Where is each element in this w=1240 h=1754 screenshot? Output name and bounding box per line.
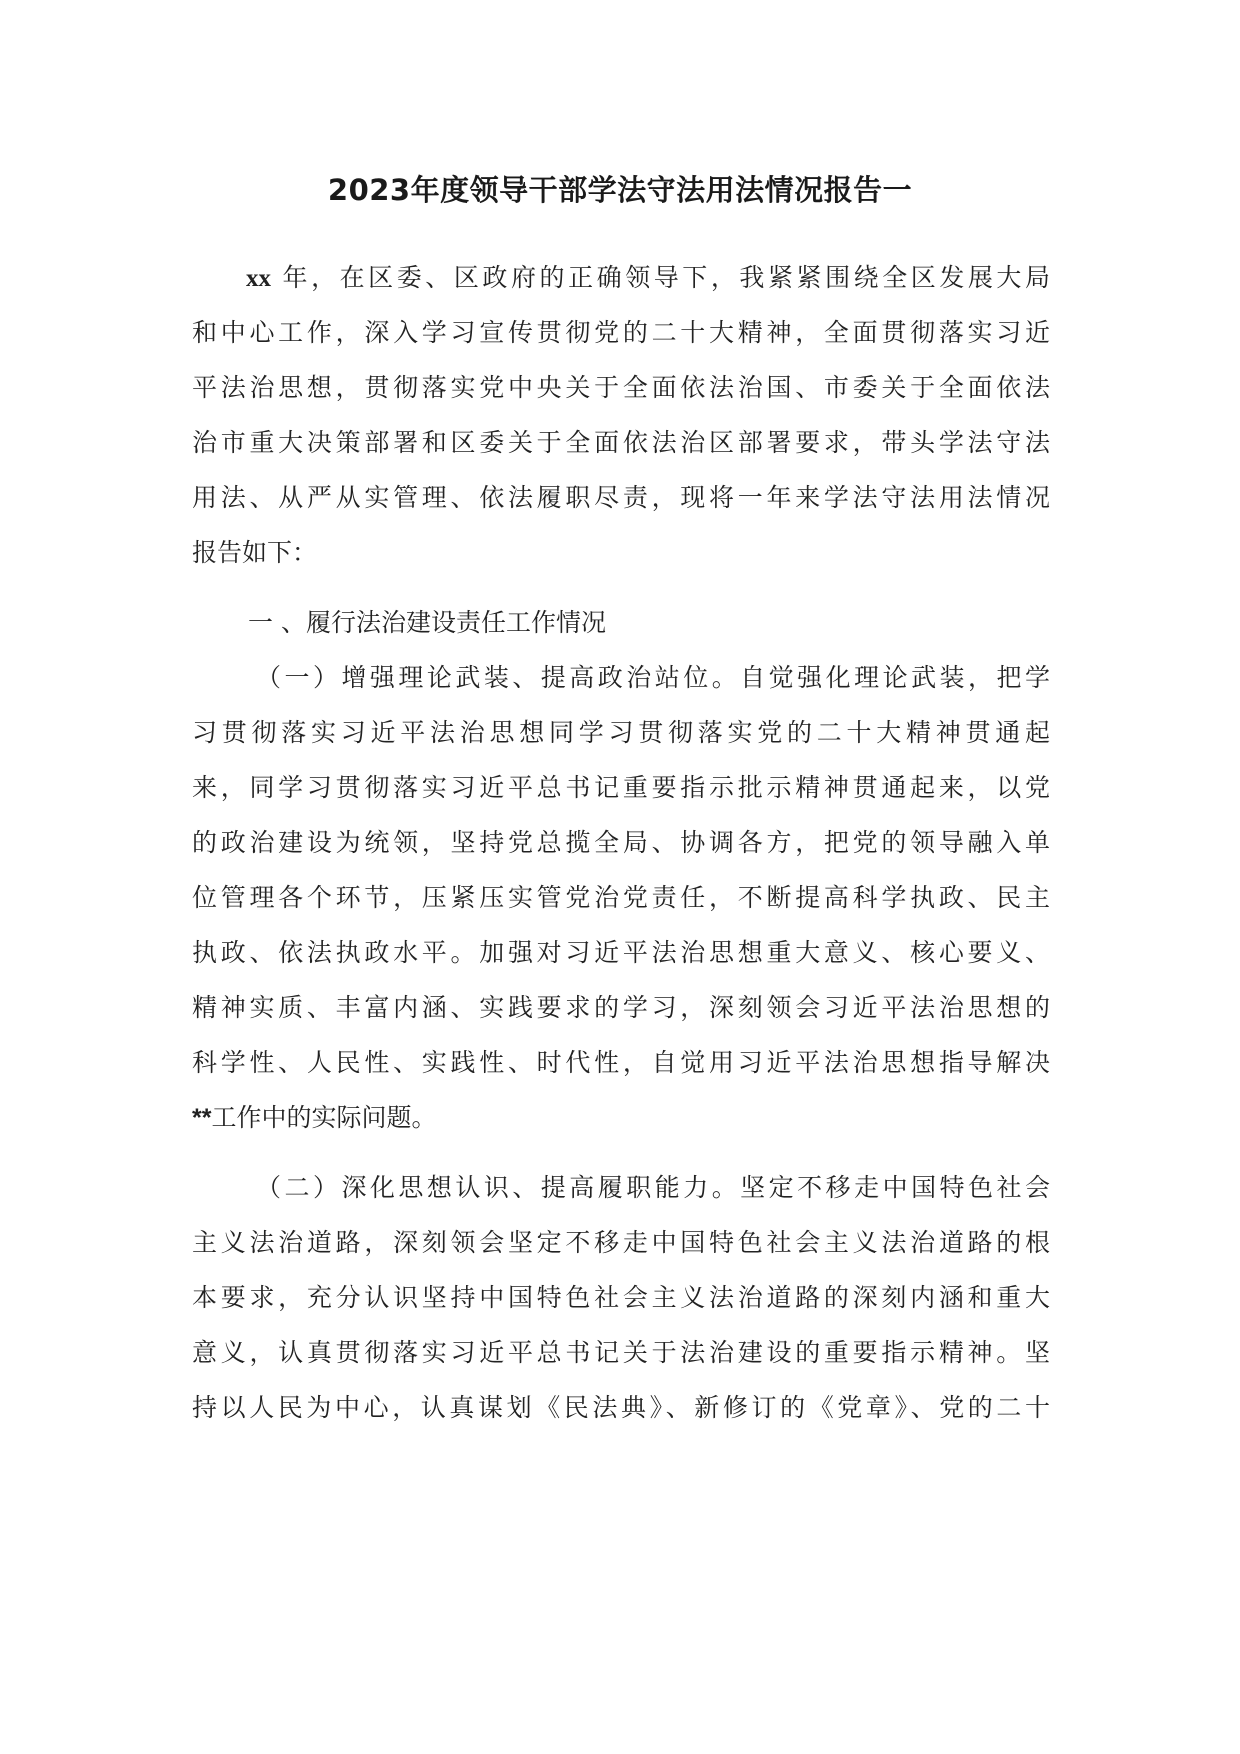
paragraph-line: 的政治建设为统领，坚持党总揽全局、协调各方，把党的领导融入单 <box>192 828 1050 857</box>
paragraph-line: 主义法治道路，深刻领会坚定不移走中国特色社会主义法治道路的根 <box>192 1228 1050 1257</box>
paragraph-line: 精神实质、丰富内涵、实践要求的学习，深刻领会习近平法治思想的 <box>192 993 1050 1022</box>
paragraph-line: 用法、从严从实管理、依法履职尽责，现将一年来学法守法用法情况 <box>192 483 1050 512</box>
year-placeholder: xx <box>246 265 271 292</box>
paragraph-line: （一）增强理论武装、提高政治站位。自觉强化理论武装，把学 <box>256 663 1050 692</box>
paragraph-line: 持以人民为中心，认真谋划《民法典》、新修订的《党章》、党的二十 <box>192 1393 1050 1422</box>
paragraph-line: 习贯彻落实习近平法治思想同学习贯彻落实党的二十大精神贯通起 <box>192 718 1050 747</box>
paragraph-line: 来，同学习贯彻落实习近平总书记重要指示批示精神贯通起来，以党 <box>192 773 1050 802</box>
paragraph-line: 本要求，充分认识坚持中国特色社会主义法治道路的深刻内涵和重大 <box>192 1283 1050 1312</box>
paragraph-line: 报告如下： <box>192 538 318 567</box>
document-title: 2023年度领导干部学法守法用法情况报告一 <box>327 173 913 207</box>
redacted-placeholder: ** <box>192 1104 212 1132</box>
section-heading <box>192 595 1050 650</box>
paragraph-line: 位管理各个环节，压紧压实管党治党责任，不断提高科学执政、民主 <box>192 883 1050 912</box>
paragraph-line: **工作中的实际问题。 <box>192 1103 437 1132</box>
paragraph-line: 执政、依法执政水平。加强对习近平法治思想重大意义、核心要义、 <box>192 938 1050 967</box>
paragraph-2 <box>192 1160 1050 1435</box>
intro-paragraph <box>192 250 1050 580</box>
paragraph-line: 和中心工作，深入学习宣传贯彻党的二十大精神，全面贯彻落实习近 <box>192 318 1050 347</box>
section-heading-text: 一 、履行法治建设责任工作情况 <box>248 608 606 637</box>
paragraph-line: 治市重大决策部署和区委关于全面依法治区部署要求，带头学法守法 <box>192 428 1050 457</box>
paragraph-line: （二）深化思想认识、提高履职能力。坚定不移走中国特色社会 <box>256 1173 1050 1202</box>
paragraph-line: 平法治思想，贯彻落实党中央关于全面依法治国、市委关于全面依法 <box>192 373 1050 402</box>
paragraph-line: 科学性、人民性、实践性、时代性，自觉用习近平法治思想指导解决 <box>192 1048 1050 1077</box>
paragraph-line: xx 年，在区委、区政府的正确领导下，我紧紧围绕全区发展大局 <box>246 263 1050 292</box>
paragraph-line: 意义，认真贯彻落实习近平总书记关于法治建设的重要指示精神。坚 <box>192 1338 1050 1367</box>
paragraph-1 <box>192 650 1050 1145</box>
